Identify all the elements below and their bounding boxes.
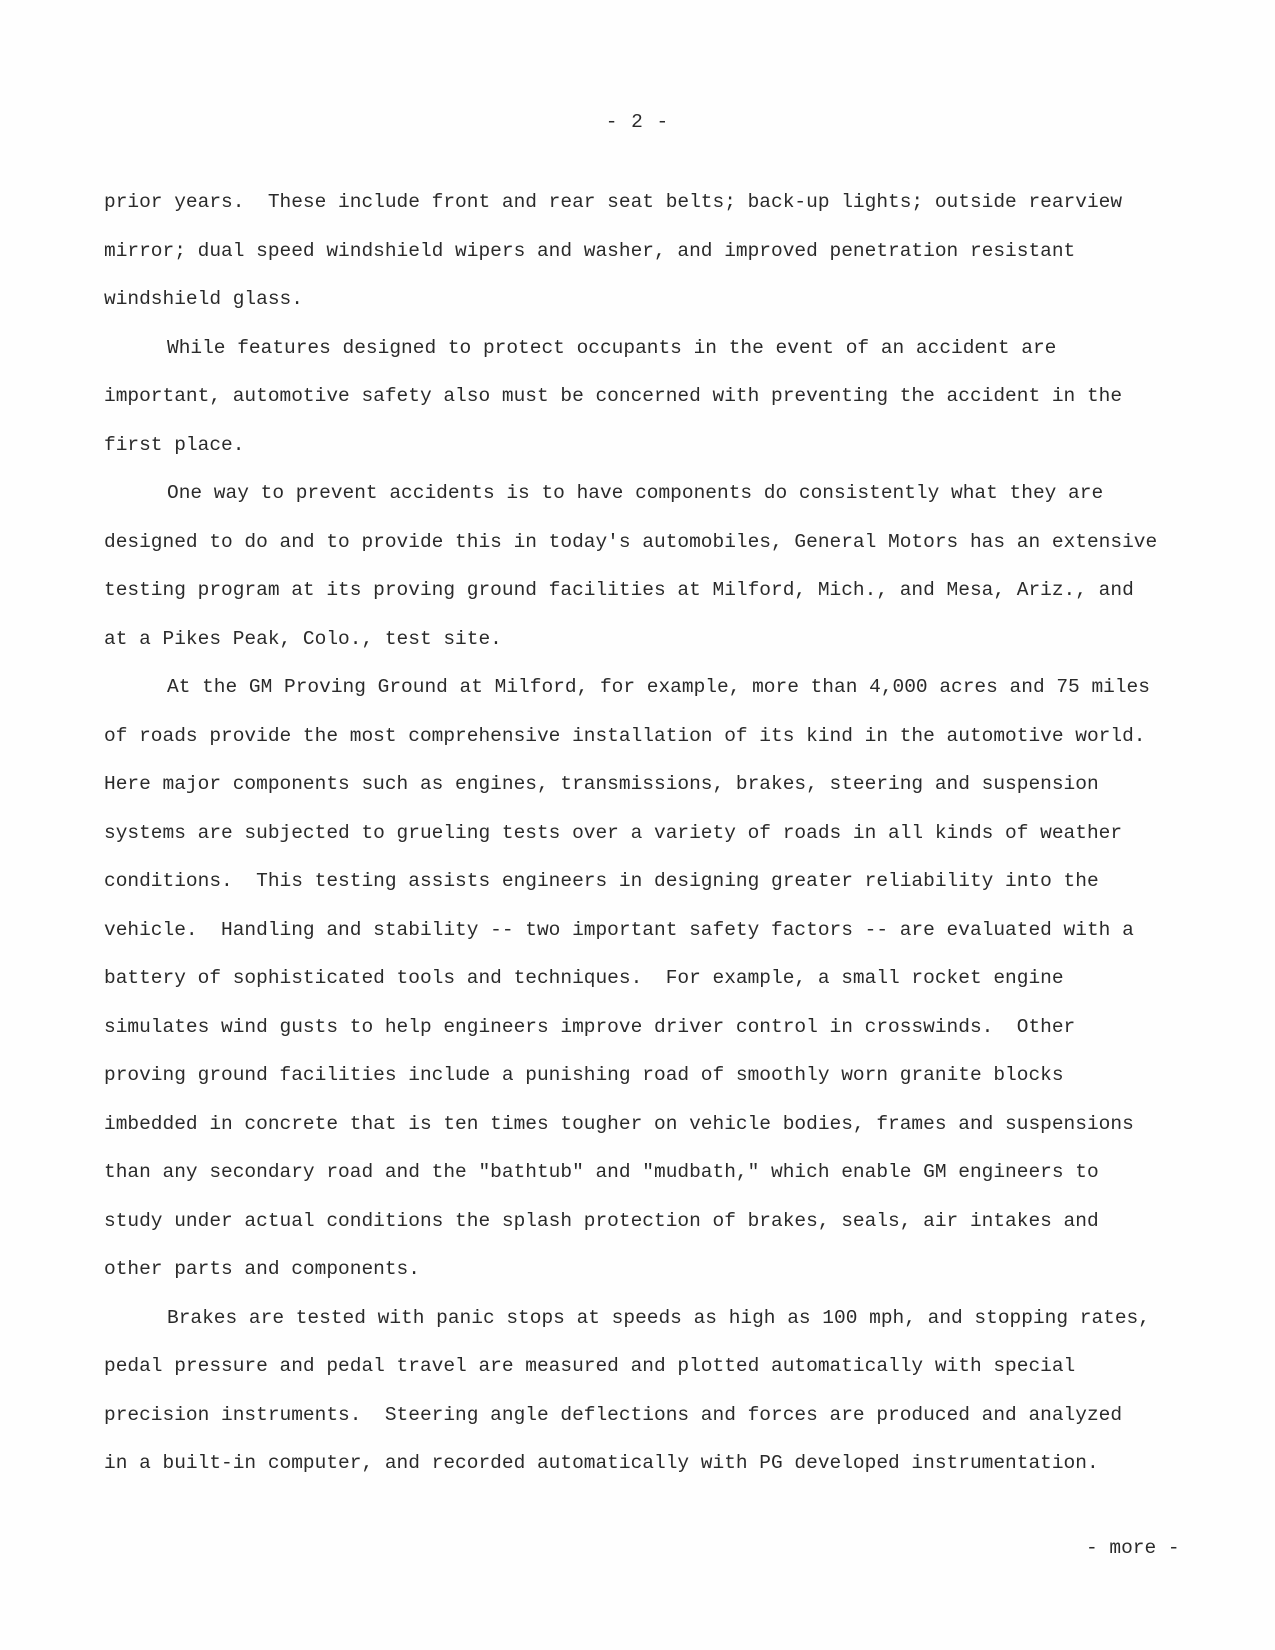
text-line: battery of sophisticated tools and techniques. For example, a small rocket engine <box>104 967 1064 989</box>
text-line: conditions. This testing assists engineers in designing greater reliability into the <box>104 870 1099 892</box>
text-line: Here major components such as engines, transmissions, brakes, steering and suspension <box>104 773 1099 795</box>
text-line: testing program at its proving ground facilities at Milford, Mich., and Mesa, Ariz., and <box>104 579 1134 601</box>
document-body <box>104 178 1234 1488</box>
page-number: - 2 - <box>605 111 670 133</box>
text-line: than any secondary road and the "bathtub" and "mudbath," which enable GM engineers to <box>104 1161 1099 1183</box>
text-line: At the GM Proving Ground at Milford, for example, more than 4,000 acres and 75 miles <box>167 676 1150 698</box>
text-line: windshield glass. <box>104 288 303 310</box>
text-line: prior years. These include front and rear seat belts; back-up lights; outside rearview <box>104 191 1123 213</box>
paragraph <box>104 663 1234 1294</box>
text-line: proving ground facilities include a punishing road of smoothly worn granite blocks <box>104 1064 1064 1086</box>
text-line: first place. <box>104 433 245 456</box>
text-line: of roads provide the most comprehensive installation of its kind in the automotive world. <box>104 724 1146 747</box>
continuation-marker: - more - <box>1086 1537 1180 1559</box>
text-line: in a built-in computer, and recorded automatically with PG developed instrumentation. <box>104 1452 1099 1474</box>
paragraph <box>104 1294 1234 1488</box>
paragraph <box>104 469 1234 663</box>
text-line: other parts and components. <box>104 1258 420 1280</box>
text-line: pedal pressure and pedal travel are measured and plotted automatically with special <box>104 1355 1076 1377</box>
text-line: precision instruments. Steering angle deflections and forces are produced and analyzed <box>104 1403 1123 1426</box>
text-line: vehicle. Handling and stability -- two important safety factors -- are evaluated with a <box>104 918 1134 941</box>
text-line: simulates wind gusts to help engineers improve driver control in crosswinds. Other <box>104 1015 1076 1038</box>
text-line: mirror; dual speed windshield wipers and washer, and improved penetration resistant <box>104 239 1076 262</box>
text-line: One way to prevent accidents is to have components do consistently what they are <box>167 482 1104 504</box>
text-line: study under actual conditions the splash protection of brakes, seals, air intakes and <box>104 1209 1099 1232</box>
paragraph <box>104 324 1234 470</box>
text-line: designed to do and to provide this in today's automobiles, General Motors has an extensive <box>104 530 1158 553</box>
text-line: Brakes are tested with panic stops at speeds as high as 100 mph, and stopping rates, <box>167 1306 1150 1329</box>
text-line: at a Pikes Peak, Colo., test site. <box>104 627 502 650</box>
text-line: systems are subjected to grueling tests over a variety of roads in all kinds of weather <box>104 821 1123 844</box>
text-line: important, automotive safety also must be concerned with preventing the accident in the <box>104 385 1123 407</box>
text-line: While features designed to protect occupants in the event of an accident are <box>167 336 1057 359</box>
paragraph <box>104 178 1234 324</box>
text-line: imbedded in concrete that is ten times tougher on vehicle bodies, frames and suspensions <box>104 1112 1134 1135</box>
